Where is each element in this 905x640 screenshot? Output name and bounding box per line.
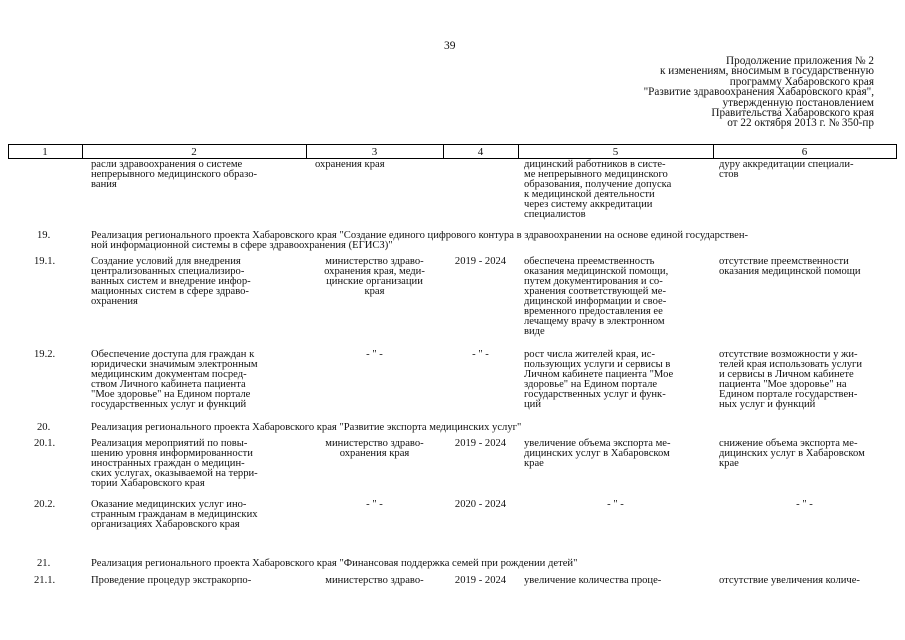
cell-executor: министерство здраво- охранения края, меди- цинские организации края — [324, 256, 425, 297]
cell-consequence: - " - — [796, 499, 813, 510]
column-header: 5 — [612, 146, 619, 158]
header-line: от 22 октября 2013 г. № 350-пр — [727, 117, 874, 130]
cell-measure: расли здравоохранения о системе непрерывного медицинского образо- вания — [91, 159, 258, 190]
page-number: 39 — [444, 40, 456, 52]
column-header: 2 — [191, 146, 197, 158]
cell-expected-result: дицинский работников в систе- ме непрерывного медицинского образования, получение допуска к медицинской деятельности через систему аккредитации специалистов — [524, 159, 672, 220]
cell-number: 21. — [37, 558, 51, 569]
cell-number: 20. — [37, 422, 51, 433]
cell-executor: - " - — [366, 499, 383, 510]
cell-measure: Оказание медицинских услуг ино- странным гражданам в медицинских организациях Хабаровского края — [91, 499, 258, 530]
header-line: программу Хабаровского края — [729, 75, 874, 88]
header-line: Продолжение приложения № 2 — [726, 55, 874, 67]
cell-measure: Реализация мероприятий по повы- шению уровня информированности иностранных граждан о медицин- ских услугах, оказываемой на терри- тории Хабаровского края — [91, 438, 258, 489]
header-line: утвержденную постановлением — [722, 96, 874, 109]
cell-executor: охранения края — [315, 159, 385, 170]
section-title: Реализация регионального проекта Хабаровского края "Создание единого цифрового контура в здравоохранении на основе единой государствен- ной информационной системы в сфере здравоохранения (ЕГИСЗ)" — [91, 230, 749, 251]
cell-expected-result: обеспечена преемственность оказания медицинской помощи, путем документирования и со- хранения соответствующей ме- дицинской информации и свое- временного предоставления ее лечащему врачу в электронном виде — [524, 256, 669, 337]
cell-executor: министерство здраво- охранения края — [325, 438, 424, 459]
cell-expected-result: рост числа жителей края, ис- пользующих услуги и сервисы в Личном кабинете пациента "Мое здоровье" на Едином портале государственных услуг и функ- ций — [524, 349, 674, 410]
cell-number: 20.1. — [34, 438, 56, 449]
cell-measure: Создание условий для внедрения централизованных специализиро- ванных систем и внедрение инфор- мационных систем в сфере здраво- охранения — [91, 256, 251, 307]
cell-period: 2019 - 2024 — [454, 438, 507, 449]
cell-executor: министерство здраво- — [325, 575, 424, 586]
cell-consequence: дуру аккредитации специали- стов — [719, 159, 854, 180]
header-line: Правительства Хабаровского края — [711, 107, 874, 120]
header-line: "Развитие здравоохранения Хабаровского края", — [643, 86, 874, 99]
cell-number: 21.1. — [34, 575, 56, 586]
cell-expected-result: увеличение объема экспорта ме- дицинских услуг в Хабаровском крае — [524, 438, 671, 469]
cell-measure: Обеспечение доступа для граждан к юридически значимым электронным медицинским документам посред- ством Личного кабинета пациента "Мое здоровье" на Едином портале государственных услуг и функций — [91, 349, 258, 410]
cell-consequence: отсутствие увеличения количе- — [719, 575, 860, 586]
cell-measure: Проведение процедур экстракорпо- — [91, 575, 252, 586]
cell-number: 19. — [37, 230, 51, 241]
cell-consequence: снижение объема экспорта ме- дицинских услуг в Хабаровском крае — [719, 438, 865, 469]
table-top-border — [8, 144, 897, 145]
cell-period: 2019 - 2024 — [454, 256, 507, 267]
cell-period: 2019 - 2024 — [454, 575, 507, 586]
section-title: Реализация регионального проекта Хабаровского края "Развитие экспорта медицинских услуг" — [91, 422, 522, 433]
column-header: 6 — [801, 146, 808, 158]
cell-expected-result: увеличение количества проце- — [524, 575, 662, 586]
column-header: 1 — [42, 146, 48, 158]
column-header: 4 — [477, 146, 484, 158]
column-divider — [896, 145, 897, 158]
cell-consequence: отсутствие возможности у жи- телей края использовать услуги и сервисы в Личном кабинете пациента "Мое здоровье" на Едином портале государствен- ных услуг и функций — [719, 349, 863, 410]
cell-period: - " - — [472, 349, 489, 360]
document-header — [544, 56, 874, 129]
cell-number: 19.2. — [34, 349, 56, 360]
cell-period: 2020 - 2024 — [454, 499, 507, 510]
column-header: 3 — [371, 146, 378, 158]
header-line: к изменениям, вносимым в государственную — [659, 65, 874, 78]
cell-number: 20.2. — [34, 499, 56, 510]
cell-number: 19.1. — [34, 256, 56, 267]
cell-consequence: отсутствие преемственности оказания медицинской помощи — [719, 256, 861, 277]
section-title: Реализация регионального проекта Хабаровского края "Финансовая поддержка семей при рождении детей" — [91, 558, 578, 569]
cell-executor: - " - — [366, 349, 383, 360]
cell-expected-result: - " - — [607, 499, 624, 510]
